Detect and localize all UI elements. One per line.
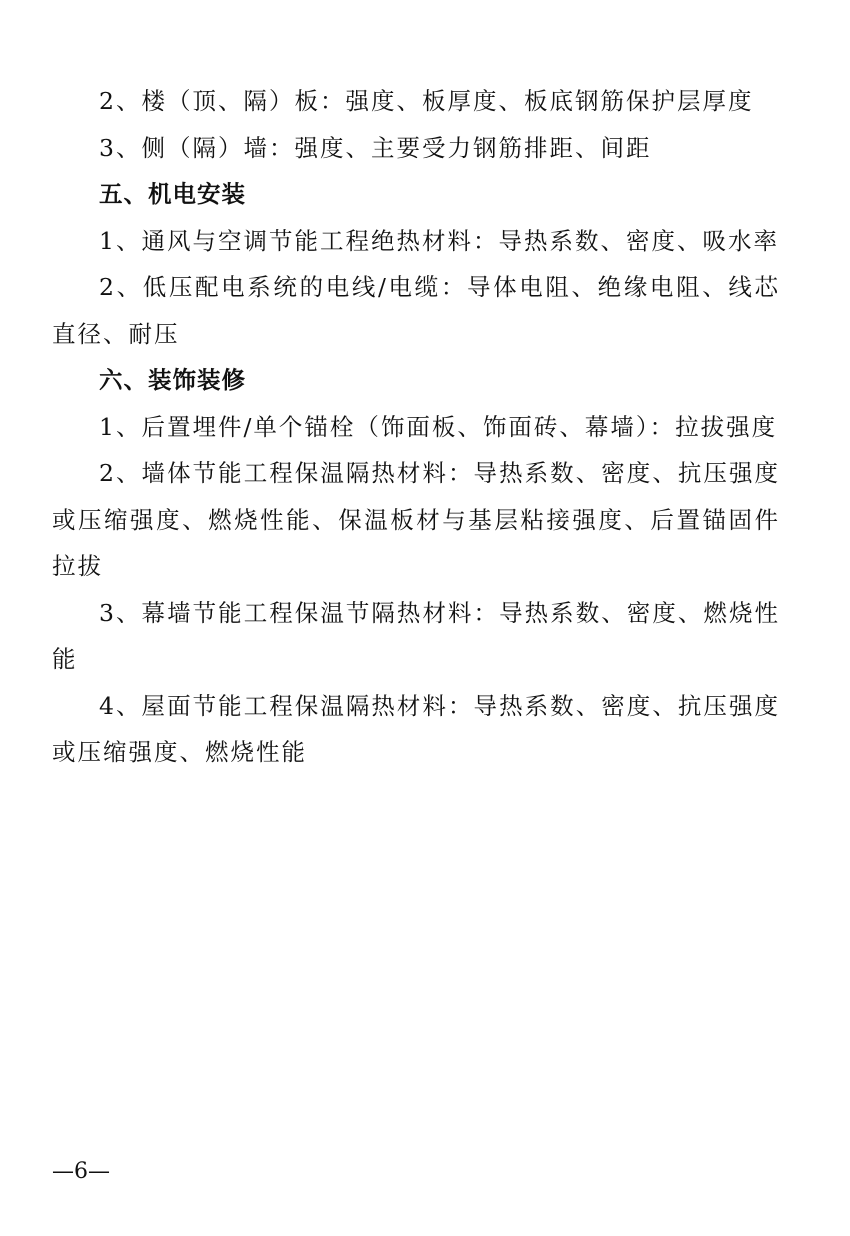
paragraph-side-wall: 3、侧（隔）墙：强度、主要受力钢筋排距、间距 [99, 133, 652, 162]
paragraph-wall-insulation: 2、墙体节能工程保温隔热材料：导热系数、密度、抗压强度或压缩强度、燃烧性能、保温板材与基层粘接强度、后置锚固件拉拔 [52, 459, 780, 580]
paragraph-roof-insulation: 4、屋面节能工程保温隔热材料：导热系数、密度、抗压强度或压缩强度、燃烧性能 [52, 691, 780, 766]
paragraph-hvac-insulation: 1、通风与空调节能工程绝热材料：导热系数、密度、吸水率 [99, 226, 779, 255]
section-heading-mechanical-electrical: 五、机电安装 [99, 180, 246, 208]
page-number: —6— [52, 1159, 110, 1184]
section-heading-decoration: 六、装饰装修 [99, 366, 246, 394]
paragraph-anchor-bolt: 1、后置埋件/单个锚栓（饰面板、饰面砖、幕墙）：拉拔强度 [99, 412, 778, 441]
paragraph-low-voltage-cable: 2、低压配电系统的电线/电缆：导体电阻、绝缘电阻、线芯直径、耐压 [52, 273, 780, 348]
paragraph-curtain-wall-insulation: 3、幕墙节能工程保温节隔热材料：导热系数、密度、燃烧性能 [52, 598, 780, 673]
document-body [52, 78, 780, 776]
paragraph-floor-slab: 2、楼（顶、隔）板：强度、板厚度、板底钢筋保护层厚度 [99, 87, 754, 115]
